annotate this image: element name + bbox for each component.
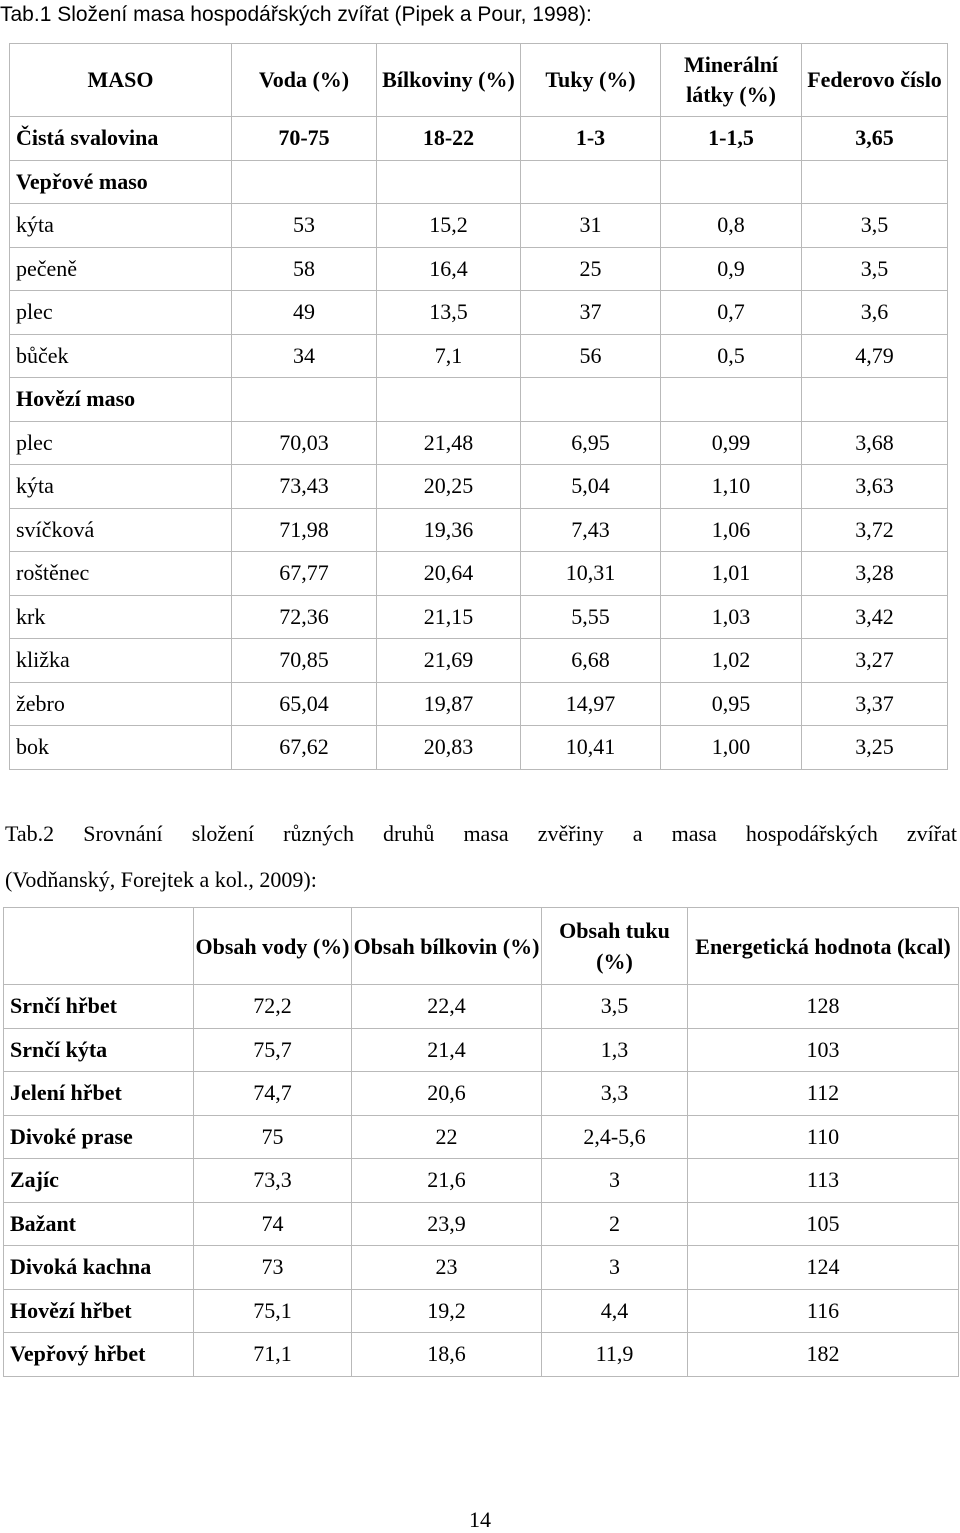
cell: 7,43 — [521, 508, 661, 552]
cell: 10,31 — [521, 552, 661, 596]
row-label: žebro — [10, 682, 232, 726]
row-label: Divoká kachna — [4, 1246, 194, 1290]
cell: 18-22 — [377, 117, 521, 161]
cell: 1,10 — [661, 465, 802, 509]
table-row — [10, 465, 948, 509]
cell: 31 — [521, 204, 661, 248]
row-label: bok — [10, 726, 232, 770]
cell: 75,7 — [194, 1028, 352, 1072]
cell: 0,99 — [661, 421, 802, 465]
cell: 2,4-5,6 — [542, 1115, 688, 1159]
cell: 19,36 — [377, 508, 521, 552]
cell: 3,3 — [542, 1072, 688, 1116]
cell: 72,2 — [194, 985, 352, 1029]
cell: 37 — [521, 291, 661, 335]
cell — [521, 160, 661, 204]
page-number: 14 — [469, 1507, 491, 1532]
cell — [377, 378, 521, 422]
cell: 0,9 — [661, 247, 802, 291]
row-label: svíčková — [10, 508, 232, 552]
cell: 25 — [521, 247, 661, 291]
header-tuky: Tuky (%) — [521, 44, 661, 117]
cell: 70,85 — [232, 639, 377, 683]
table-group-row — [10, 160, 948, 204]
cell: 67,77 — [232, 552, 377, 596]
cell: 16,4 — [377, 247, 521, 291]
cell: 73,43 — [232, 465, 377, 509]
cell: 75 — [194, 1115, 352, 1159]
cell: 53 — [232, 204, 377, 248]
cell — [232, 378, 377, 422]
header-energeticka-hodnota: Energetická hodnota (kcal) — [688, 908, 959, 985]
cell: 0,5 — [661, 334, 802, 378]
cell: 67,62 — [232, 726, 377, 770]
row-label: Zajíc — [4, 1159, 194, 1203]
table-row — [10, 204, 948, 248]
cell: 3,37 — [802, 682, 948, 726]
cell: 19,87 — [377, 682, 521, 726]
table-row — [10, 595, 948, 639]
cell: 4,79 — [802, 334, 948, 378]
cell: 3,25 — [802, 726, 948, 770]
header-voda: Voda (%) — [232, 44, 377, 117]
cell: 3,28 — [802, 552, 948, 596]
cell — [661, 160, 802, 204]
cell: 49 — [232, 291, 377, 335]
cell: 3,5 — [542, 985, 688, 1029]
table1-caption: Tab.1 Složení masa hospodářských zvířat (Pipek a Pour, 1998): — [0, 3, 592, 26]
cell: 3 — [542, 1159, 688, 1203]
row-label: Divoké prase — [4, 1115, 194, 1159]
cell: 58 — [232, 247, 377, 291]
cell: 22,4 — [352, 985, 542, 1029]
cell: 3,68 — [802, 421, 948, 465]
cell: 182 — [688, 1333, 959, 1377]
table-group-row — [10, 378, 948, 422]
cell: 23,9 — [352, 1202, 542, 1246]
group-label: Vepřové maso — [10, 160, 232, 204]
table-row — [10, 639, 948, 683]
cell — [232, 160, 377, 204]
row-label: Čistá svalovina — [10, 117, 232, 161]
table-row — [10, 726, 948, 770]
cell: 5,04 — [521, 465, 661, 509]
table2-caption — [5, 811, 957, 903]
row-label: bůček — [10, 334, 232, 378]
cell: 18,6 — [352, 1333, 542, 1377]
header-federovo-cislo: Federovo číslo — [802, 44, 948, 117]
table-row — [10, 247, 948, 291]
cell: 19,2 — [352, 1289, 542, 1333]
table-row — [4, 1115, 959, 1159]
cell: 74,7 — [194, 1072, 352, 1116]
cell: 6,95 — [521, 421, 661, 465]
cell: 1,3 — [542, 1028, 688, 1072]
table-row — [10, 682, 948, 726]
cell: 2 — [542, 1202, 688, 1246]
table-header-row — [4, 908, 959, 985]
table-row — [4, 1072, 959, 1116]
cell: 105 — [688, 1202, 959, 1246]
cell: 70,03 — [232, 421, 377, 465]
cell: 0,95 — [661, 682, 802, 726]
cell: 13,5 — [377, 291, 521, 335]
cell: 20,25 — [377, 465, 521, 509]
cell: 21,69 — [377, 639, 521, 683]
cell: 21,15 — [377, 595, 521, 639]
row-label: Srnčí hřbet — [4, 985, 194, 1029]
row-label: Srnčí kýta — [4, 1028, 194, 1072]
table2-caption-line1: Tab.2 Srovnání složení různých druhů masa zvěřiny a masa hospodářských zvířat — [5, 821, 957, 846]
header-obsah-bilkovin: Obsah bílkovin (%) — [352, 908, 542, 985]
table-row — [10, 552, 948, 596]
cell: 1,00 — [661, 726, 802, 770]
cell: 3,65 — [802, 117, 948, 161]
table-row — [10, 508, 948, 552]
table-row — [4, 1202, 959, 1246]
cell: 11,9 — [542, 1333, 688, 1377]
cell: 23 — [352, 1246, 542, 1290]
cell: 3,42 — [802, 595, 948, 639]
row-label: roštěnec — [10, 552, 232, 596]
cell: 1,03 — [661, 595, 802, 639]
cell: 56 — [521, 334, 661, 378]
cell: 74 — [194, 1202, 352, 1246]
table-header-row — [10, 44, 948, 117]
row-label: krk — [10, 595, 232, 639]
row-label: plec — [10, 291, 232, 335]
row-label: pečeně — [10, 247, 232, 291]
table-row — [4, 1289, 959, 1333]
cell: 14,97 — [521, 682, 661, 726]
cell: 10,41 — [521, 726, 661, 770]
cell: 3,72 — [802, 508, 948, 552]
row-label: Vepřový hřbet — [4, 1333, 194, 1377]
cell — [521, 378, 661, 422]
cell: 3,5 — [802, 247, 948, 291]
cell: 116 — [688, 1289, 959, 1333]
cell: 73 — [194, 1246, 352, 1290]
cell — [661, 378, 802, 422]
cell: 5,55 — [521, 595, 661, 639]
cell: 1,01 — [661, 552, 802, 596]
header-mineralni-latky: Minerální látky (%) — [661, 44, 802, 117]
cell: 20,6 — [352, 1072, 542, 1116]
cell: 21,4 — [352, 1028, 542, 1072]
cell: 21,6 — [352, 1159, 542, 1203]
row-label: Bažant — [4, 1202, 194, 1246]
cell: 1-1,5 — [661, 117, 802, 161]
cell: 22 — [352, 1115, 542, 1159]
cell: 20,64 — [377, 552, 521, 596]
cell: 112 — [688, 1072, 959, 1116]
cell: 75,1 — [194, 1289, 352, 1333]
meat-composition-table — [9, 43, 948, 770]
cell: 20,83 — [377, 726, 521, 770]
row-label: kýta — [10, 465, 232, 509]
row-label: kýta — [10, 204, 232, 248]
header-bilkoviny: Bílkoviny (%) — [377, 44, 521, 117]
table-row — [10, 421, 948, 465]
cell: 15,2 — [377, 204, 521, 248]
header-obsah-tuku: Obsah tuku (%) — [542, 908, 688, 985]
cell: 73,3 — [194, 1159, 352, 1203]
cell: 0,8 — [661, 204, 802, 248]
cell: 124 — [688, 1246, 959, 1290]
cell: 113 — [688, 1159, 959, 1203]
cell: 6,68 — [521, 639, 661, 683]
cell: 128 — [688, 985, 959, 1029]
cell: 110 — [688, 1115, 959, 1159]
cell: 71,1 — [194, 1333, 352, 1377]
cell: 3,6 — [802, 291, 948, 335]
cell: 4,4 — [542, 1289, 688, 1333]
cell: 3,27 — [802, 639, 948, 683]
table-row — [4, 1159, 959, 1203]
cell: 34 — [232, 334, 377, 378]
table2-caption-line2: (Vodňanský, Forejtek a kol., 2009): — [5, 867, 317, 892]
cell: 3,63 — [802, 465, 948, 509]
group-label: Hovězí maso — [10, 378, 232, 422]
cell — [377, 160, 521, 204]
row-label: plec — [10, 421, 232, 465]
header-obsah-vody: Obsah vody (%) — [194, 908, 352, 985]
cell: 3 — [542, 1246, 688, 1290]
cell: 72,36 — [232, 595, 377, 639]
cell: 1,02 — [661, 639, 802, 683]
cell — [802, 160, 948, 204]
cell: 21,48 — [377, 421, 521, 465]
table-row — [4, 1028, 959, 1072]
cell: 71,98 — [232, 508, 377, 552]
table-row — [4, 1246, 959, 1290]
cell: 65,04 — [232, 682, 377, 726]
cell: 7,1 — [377, 334, 521, 378]
row-label: Hovězí hřbet — [4, 1289, 194, 1333]
cell — [802, 378, 948, 422]
table-row — [4, 1333, 959, 1377]
cell: 0,7 — [661, 291, 802, 335]
table-row — [4, 985, 959, 1029]
cell: 1,06 — [661, 508, 802, 552]
row-label: Jelení hřbet — [4, 1072, 194, 1116]
header-empty — [4, 908, 194, 985]
cell: 70-75 — [232, 117, 377, 161]
game-meat-comparison-table — [3, 907, 959, 1377]
header-maso: MASO — [10, 44, 232, 117]
cell: 103 — [688, 1028, 959, 1072]
row-label: kližka — [10, 639, 232, 683]
table-row — [10, 334, 948, 378]
cell: 1-3 — [521, 117, 661, 161]
table-row — [10, 117, 948, 161]
table-row — [10, 291, 948, 335]
cell: 3,5 — [802, 204, 948, 248]
